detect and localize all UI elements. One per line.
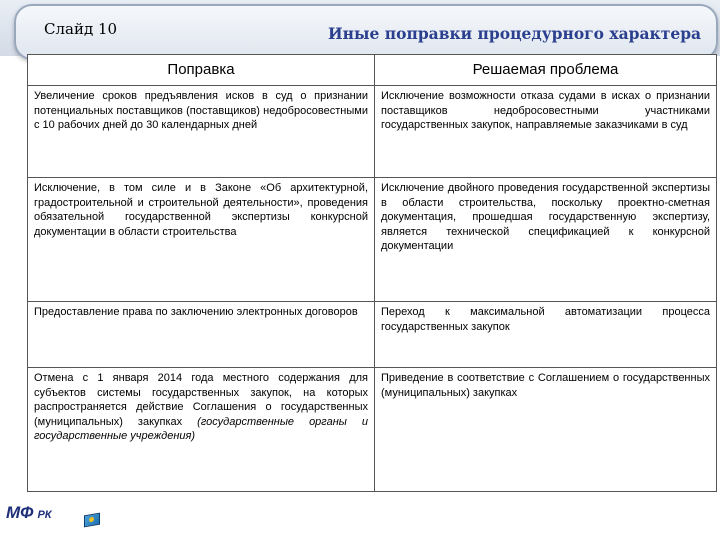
slide-title: Иные поправки процедурного характера [328, 24, 702, 43]
problem-cell: Исключение двойного проведения государственной экспертизы в области строительства, поскольку проектно-сметная документация, прошедшая государственную экспертизу, является технической спецификацией к конкурсной документации [375, 178, 717, 302]
problem-cell: Исключение возможности отказа судами в исках о признании поставщиков недобросовестными участниками государственных закупок, направляемые заказчиками в суд [375, 86, 717, 178]
amendment-cell: Увеличение сроков предъявления исков в суд о признании потенциальных поставщиков (поставщиков) недобросовестными с 10 рабочих дней до 30 календарных дней [28, 86, 375, 178]
table-header-row [28, 55, 717, 86]
table-row [28, 178, 717, 302]
problem-cell: Переход к максимальной автоматизации процесса государственных закупок [375, 302, 717, 368]
amendment-cell: Предоставление права по заключению электронных договоров [28, 302, 375, 368]
problem-cell: Приведение в соответствие с Соглашением о государственных (муниципальных) закупках [375, 368, 717, 492]
column-header-amendment: Поправка [28, 55, 375, 86]
table-row [28, 86, 717, 178]
amendments-table [27, 54, 717, 492]
logo-sub-text: РК [37, 509, 52, 521]
logo-main-text: МФ [6, 503, 34, 522]
slide-number: Слайд 10 [44, 20, 118, 38]
amendment-cell: Исключение, в том силе и в Законе «Об архитектурной, градостроительной и строительной деятельности», проведения обязательной государственной экспертизы конкурсной документации в области строительства [28, 178, 375, 302]
ministry-logo [6, 503, 52, 523]
table-row [28, 302, 717, 368]
amendment-text: Отмена с 1 января 2014 года местного содержания для субъектов системы государственных закупок, на которых распространяется действие Соглашения о государственных (муниципальных) закупках [34, 372, 368, 428]
column-header-problem: Решаемая проблема [375, 55, 717, 86]
flag-icon [84, 513, 100, 528]
amendment-note: (государственные органы и государственные учреждения) [34, 415, 369, 442]
table-row [28, 368, 717, 492]
amendment-cell [28, 368, 375, 492]
